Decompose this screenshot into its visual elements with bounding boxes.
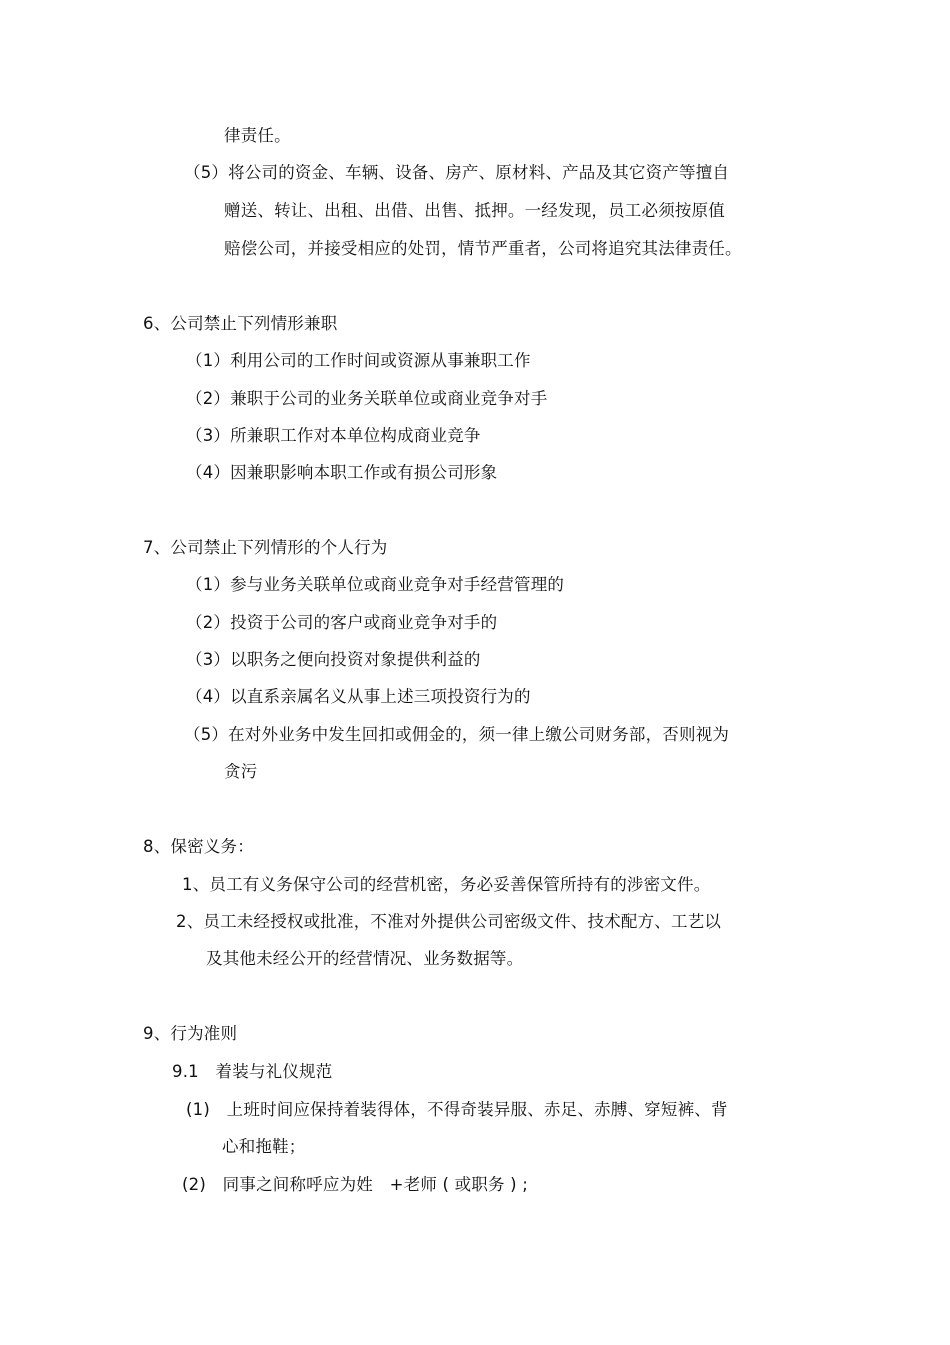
list-item-continued: 及其他未经公开的经营情况、业务数据等。: [206, 949, 524, 968]
list-item: (2) 同事之间称呼应为姓 +老师 ( 或职务 ) ;: [182, 1175, 529, 1194]
list-item: （3）以职务之便向投资对象提供利益的: [186, 650, 481, 669]
list-item: （4）以直系亲属名义从事上述三项投资行为的: [186, 687, 531, 706]
list-item-continued: 心和拖鞋；: [222, 1137, 306, 1156]
list-item-continued: 赔偿公司，并接受相应的处罚，情节严重者，公司将追究其法律责任。: [224, 239, 742, 258]
list-item: （1）利用公司的工作时间或资源从事兼职工作: [186, 351, 531, 370]
section-heading: 9、行为准则: [143, 1024, 238, 1043]
list-item: 2、员工未经授权或批准，不准对外提供公司密级文件、技术配方、工艺以: [176, 912, 722, 931]
section-heading: 6、公司禁止下列情形兼职: [143, 314, 338, 333]
list-item: （4）因兼职影响本职工作或有损公司形象: [186, 463, 498, 482]
list-item-continued: 赠送、转让、出租、出借、出售、抵押。一经发现，员工必须按原值: [224, 201, 725, 220]
continued-text: 律责任。: [224, 126, 291, 145]
section-heading: 7、公司禁止下列情形的个人行为: [143, 538, 388, 557]
list-item: 1、员工有义务保守公司的经营机密，务必妥善保管所持有的涉密文件。: [182, 875, 711, 894]
list-item: （1）参与业务关联单位或商业竞争对手经营管理的: [186, 575, 565, 594]
list-item: （5）在对外业务中发生回扣或佣金的，须一律上缴公司财务部，否则视为: [184, 725, 730, 744]
sub-heading: 9.1 着装与礼仪规范: [172, 1062, 333, 1081]
list-item: （3）所兼职工作对本单位构成商业竞争: [186, 426, 481, 445]
list-item: (1) 上班时间应保持着装得体，不得奇装异服、赤足、赤膊、穿短裤、背: [186, 1100, 728, 1119]
list-item-continued: 贪污: [224, 762, 258, 781]
list-item: （2）兼职于公司的业务关联单位或商业竞争对手: [186, 389, 548, 408]
list-item: （5）将公司的资金、车辆、设备、房产、原材料、产品及其它资产等擅自: [184, 163, 730, 182]
list-item: （2）投资于公司的客户或商业竞争对手的: [186, 613, 498, 632]
section-heading: 8、保密义务：: [143, 837, 254, 856]
